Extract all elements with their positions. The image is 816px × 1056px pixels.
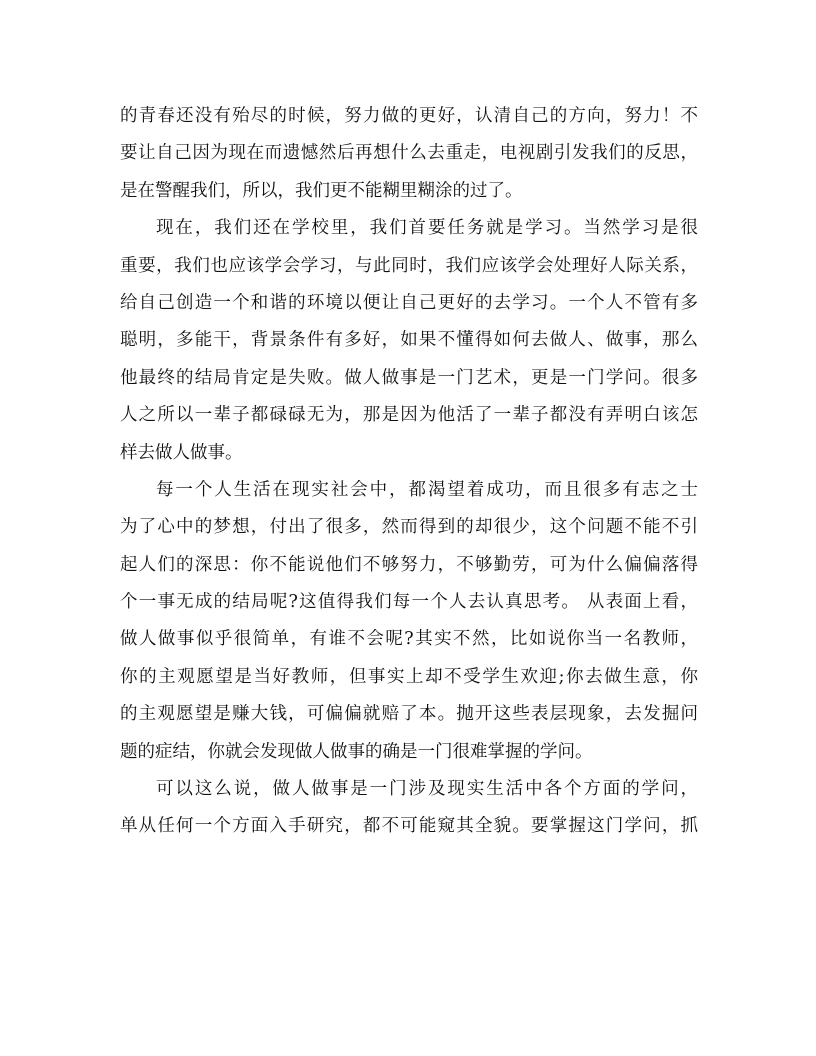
text-line: 他最终的结局肯定是失败。做人做事是一门艺术，更是一门学问。很多 xyxy=(120,367,698,388)
text-line: 聪明，多能干，背景条件有多好，如果不懂得如何去做人、做事，那么 xyxy=(120,330,698,351)
text-line: 的青春还没有殆尽的时候，努力做的更好，认清自己的方向，努力！不 xyxy=(120,106,698,126)
text-line: 单从任何一个方面入手研究，都不可能窥其全貌。要掌握这门学问，抓 xyxy=(120,816,698,837)
text-line: 样去做人做事。 xyxy=(120,442,243,463)
text-line: 题的症结，你就会发现做人做事的确是一门很难掌握的学问。 xyxy=(120,741,593,762)
text-line: 现在，我们还在学校里，我们首要任务就是学习。当然学习是很 xyxy=(156,218,698,239)
text-line: 给自己创造一个和谐的环境以便让自己更好的去学习。一个人不管有多 xyxy=(120,292,698,313)
text-line: 的主观愿望是赚大钱，可偏偏就赔了本。抛开这些表层现象，去发掘问 xyxy=(120,704,698,725)
text-line: 个一事无成的结局呢?这值得我们每一个人去认真思考。 从表面上看， xyxy=(120,592,698,613)
body-text xyxy=(120,98,698,846)
text-line: 要让自己因为现在而遗憾然后再想什么去重走，电视剧引发我们的反思， xyxy=(120,143,698,164)
text-line: 人之所以一辈子都碌碌无为，那是因为他活了一辈子都没有弄明白该怎 xyxy=(120,405,698,426)
text-line: 起人们的深思：你不能说他们不够努力，不够勤劳，可为什么偏偏落得 xyxy=(120,554,698,575)
text-line: 做人做事似乎很简单，有谁不会呢?其实不然，比如说你当一名教师， xyxy=(120,629,698,650)
text-line: 每一个人生活在现实社会中，都渴望着成功，而且很多有志之士 xyxy=(156,479,698,500)
text-line: 重要，我们也应该学会学习，与此同时，我们应该学会处理好人际关系， xyxy=(120,255,698,276)
text-line: 可以这么说，做人做事是一门涉及现实生活中各个方面的学问， xyxy=(156,779,698,800)
text-line: 为了心中的梦想，付出了很多，然而得到的却很少，这个问题不能不引 xyxy=(120,517,698,538)
text-line: 你的主观愿望是当好教师，但事实上却不受学生欢迎;你去做生意，你 xyxy=(120,666,698,687)
text-line: 是在警醒我们，所以，我们更不能糊里糊涂的过了。 xyxy=(120,180,523,201)
